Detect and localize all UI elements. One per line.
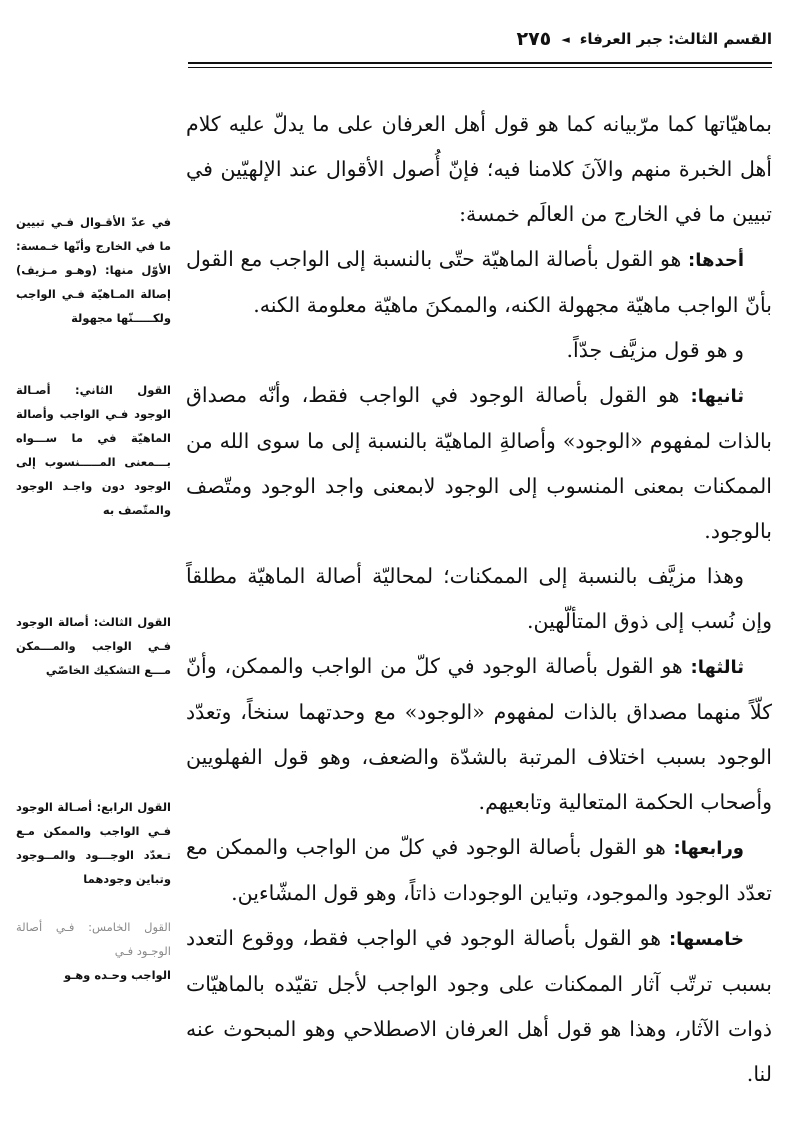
second-view-text: هو القول بأصالة الوجود في الواجب فقط، وأنّه مصداق بالذات لمفهوم «الوجود» وأصالةِ الماهيّة بالنسبة إلى ما سوى الله من الممكنات بمعنى المنسوب إلى الوجود لابمعنى واجد الوجود ومتّصف بالوجود.	[186, 383, 772, 543]
paragraph-second-view	[186, 373, 772, 554]
header-rule-thick	[188, 62, 772, 64]
margin-note-5-text: الواجب وحـده وهـو	[64, 968, 171, 982]
first-view-text: هو القول بأصالة الماهيّة حتّى بالنسبة إلى الواجب مع القول بأنّ الواجب ماهيّة مجهولة الكنه، والممكنَ ماهيّة معلومة الكنه.	[186, 247, 772, 317]
chapter-title: القسم الثالث: جبر العرفاء	[579, 30, 772, 48]
page-number: ٢٧٥	[516, 28, 552, 50]
margin-note-2-text: القول الثاني: أصـالة الوجود فـي الواجب وأصالة الماهيّة في ما ســـواه بـــمعنى المـــــنسوب إلى الوجود دون واجـد الوجود والمتّصف به	[16, 383, 171, 517]
margin-note-5	[16, 915, 171, 987]
margin-note-1	[16, 210, 171, 330]
paragraph-third-view	[186, 644, 772, 825]
first-view-label: أحدها:	[688, 250, 744, 271]
paragraph-first-view	[186, 237, 772, 328]
margin-note-3	[16, 610, 171, 682]
first-view-note: و هو قول مزيَّف جدّاً.	[566, 338, 744, 362]
fifth-view-text: هو القول بأصالة الوجود في الواجب فقط، ووقوع التعدد بسبب ترتّب آثار الممكنات على وجود الواجب لأجل تقيّده بالماهيّات ذوات الآثار، وهذا هو قول أهل العرفان الاصطلاحي وهو المبحوث عنه لنا.	[186, 926, 772, 1086]
fourth-view-label: ورابعها:	[673, 838, 744, 859]
paragraph-fourth-view	[186, 825, 772, 916]
intro-paragraph: بماهيّاتها كما مرّبيانه كما هو قول أهل العرفان على ما يدلّ عليه كلام أهل الخبرة منهم والآنَ كلامنا فيه؛ فإنّ أُصول الأقوال عند الإلهيّين في تبيين ما في الخارج من العالَم خمسة:	[186, 112, 772, 226]
third-view-label: ثالثها:	[690, 657, 744, 678]
header-rule-thin	[188, 67, 772, 68]
main-text	[186, 102, 772, 1108]
fifth-view-label: خامسها:	[668, 929, 744, 950]
margin-note-5-faded: القول الخامس: فـي أصالة الوجـود فـي	[16, 920, 171, 958]
margin-note-3-text: القول الثالث: أصالة الوجود فـي الواجب والمـــمكن مـــع التشكيك الخاصّي	[16, 615, 171, 677]
running-header	[188, 22, 772, 56]
second-view-note: وهذا مزيَّف بالنسبة إلى الممكنات؛ لمحاليّة أصالة الماهيّة مطلقاً وإن نُسب إلى ذوق المتألّهين.	[186, 564, 772, 633]
second-view-label: ثانيها:	[690, 386, 744, 407]
third-view-text: هو القول بأصالة الوجود في كلّ من الواجب والممكن، وأنّ كلّاً منهما مصداق بالذات لمفهوم «الوجود» مع وحدتهما سنخاً، وتعدّد الوجود بسبب اختلاف المرتبة بالشدّة والضعف، وهو قول الفهلويين وأصحاب الحكمة المتعالية وتابعيهم.	[186, 654, 772, 814]
margin-note-1-text: في عدّ الأقـوال فـي تبيين ما في الخارج وأنّها خـمسة: الأوّل منها: (وهـو مـزيف) إصالة المـاهيّة فـي الواجب ولكـــــنّها مجهولة	[16, 215, 171, 325]
margin-note-4-text: القول الرابع: أصـالة الوجود فـي الواجب والممكن مـع تـعدّد الوجـــود والمــوجود وتباين وجودهما	[16, 800, 171, 886]
margin-note-4	[16, 795, 171, 891]
triangle-left-icon: ◄	[561, 32, 570, 46]
paragraph-fifth-view	[186, 916, 772, 1097]
fourth-view-text: هو القول بأصالة الوجود في كلّ من الواجب والممكن مع تعدّد الوجود والموجود، وتباين الوجودات ذاتاً، وهو قول المشّاءين.	[186, 835, 772, 905]
margin-note-2	[16, 378, 171, 522]
